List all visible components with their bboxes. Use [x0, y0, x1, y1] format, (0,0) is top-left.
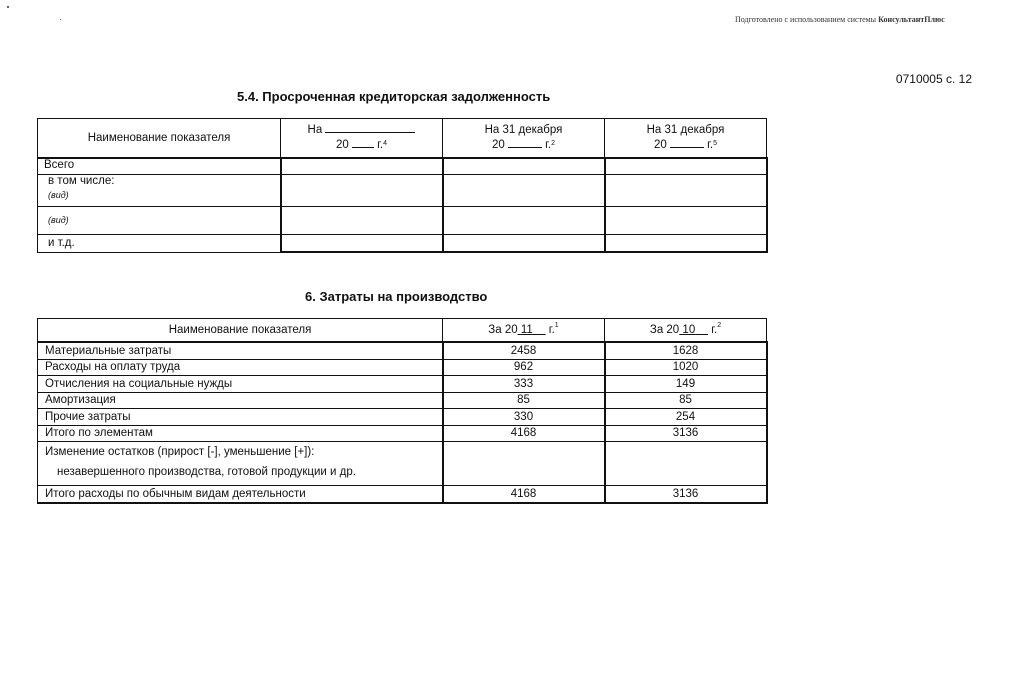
col2-footnote: 2	[717, 322, 722, 329]
value-cell	[605, 442, 767, 486]
row-label: Материальные затраты	[38, 342, 443, 359]
col1-year	[518, 324, 546, 336]
value-cell: 333	[443, 376, 605, 393]
row-label-etc	[38, 234, 281, 252]
header-note-prefix: Подготовлено с использованием системы	[735, 15, 879, 24]
year-blank	[670, 147, 704, 148]
kind-label: (вид)	[48, 189, 69, 200]
value-cell: 254	[605, 409, 767, 426]
scan-speck	[60, 19, 61, 20]
year-blank	[508, 147, 542, 148]
col3-title: На 31 декабря	[646, 124, 725, 136]
row-label: Прочие затраты	[38, 409, 443, 426]
table-row	[38, 359, 767, 376]
table-row-change	[38, 442, 767, 486]
row-label-total: Всего	[38, 158, 281, 174]
row-label: Отчисления на социальные нужды	[38, 376, 443, 393]
table-row	[38, 425, 767, 442]
column-header-name: Наименование показателя	[38, 119, 281, 159]
form-code: 0710005 с. 12	[895, 72, 972, 86]
table-row	[38, 206, 767, 234]
value-cell: 85	[443, 392, 605, 409]
table-cell	[605, 158, 767, 174]
col1-suffix: г.	[548, 324, 555, 336]
column-header-year2	[605, 319, 767, 343]
value-cell: 330	[443, 409, 605, 426]
col2-footnote: 2	[551, 140, 556, 147]
col2-title: На 31 декабря	[484, 124, 563, 136]
value-cell: 85	[605, 392, 767, 409]
row-label-kind	[38, 206, 281, 234]
table-row	[38, 174, 767, 206]
production-costs-table	[37, 318, 768, 504]
etc-label: и т.д.	[48, 237, 75, 249]
table-cell	[605, 206, 767, 234]
scan-speck	[7, 6, 9, 8]
table-row	[38, 392, 767, 409]
table-header-row	[38, 319, 767, 343]
col2-prefix: За 20	[649, 324, 680, 336]
column-header-name: Наименование показателя	[38, 319, 443, 343]
table-row	[38, 234, 767, 252]
change-line1: Изменение остатков (прирост [-], уменьшение [+]):	[45, 446, 315, 458]
col1-footnote: 1	[554, 322, 559, 329]
col3-footnote: 5	[713, 140, 718, 147]
table-cell	[443, 158, 605, 174]
column-header-date2	[443, 119, 605, 159]
col1-year-value: 11	[520, 324, 533, 336]
table-cell	[281, 174, 443, 206]
col2-year	[679, 324, 708, 336]
value-cell: 2458	[443, 342, 605, 359]
col2-year: 20	[491, 139, 505, 151]
row-label: Расходы на оплату труда	[38, 359, 443, 376]
header-note	[735, 15, 945, 24]
col2-year-value: 10	[682, 324, 696, 336]
col3-suffix: г.	[707, 139, 714, 151]
table-header-row	[38, 119, 767, 159]
column-header-date1	[281, 119, 443, 159]
col2-suffix: г.	[545, 139, 552, 151]
value-cell: 3136	[605, 425, 767, 442]
row-label-change	[38, 442, 443, 486]
value-cell: 1628	[605, 342, 767, 359]
header-note-brand: КонсультантПлюс	[878, 15, 945, 24]
table-cell	[443, 174, 605, 206]
col1-suffix: г.	[377, 139, 384, 151]
table-cell	[281, 206, 443, 234]
value-cell: 4168	[443, 425, 605, 442]
overdue-payables-table	[37, 118, 768, 253]
table-row-total	[38, 486, 767, 503]
col2-suffix: г.	[711, 324, 718, 336]
section-54-title: 5.4. Просроченная кредиторская задолженность	[237, 89, 551, 104]
table-cell	[605, 174, 767, 206]
value-cell: 1020	[605, 359, 767, 376]
table-cell	[281, 158, 443, 174]
kind-label: (вид)	[48, 215, 69, 225]
table-cell	[443, 206, 605, 234]
col1-prefix: За 20	[488, 324, 518, 336]
change-line2: незавершенного производства, готовой продукции и др.	[57, 466, 356, 478]
column-header-date3	[605, 119, 767, 159]
col1-footnote: 4	[383, 140, 388, 147]
value-cell: 4168	[443, 486, 605, 503]
row-label: Амортизация	[38, 392, 443, 409]
table-cell	[605, 234, 767, 252]
col1-prefix: На	[307, 124, 323, 136]
row-label: Итого по элементам	[38, 425, 443, 442]
col1-year: 20	[335, 139, 349, 151]
including-label: в том числе:	[48, 174, 115, 187]
col3-year: 20	[653, 139, 667, 151]
column-header-year1	[443, 319, 605, 343]
date-blank	[325, 132, 415, 133]
table-row	[38, 376, 767, 393]
table-row	[38, 342, 767, 359]
value-cell: 3136	[605, 486, 767, 503]
value-cell	[443, 442, 605, 486]
table-row	[38, 409, 767, 426]
table-cell	[443, 234, 605, 252]
table-row	[38, 158, 767, 174]
year-blank	[352, 147, 374, 148]
value-cell: 149	[605, 376, 767, 393]
row-label-including	[38, 174, 281, 206]
section-6-title: 6. Затраты на производство	[305, 289, 488, 304]
table-cell	[281, 234, 443, 252]
row-label: Итого расходы по обычным видам деятельности	[38, 486, 443, 503]
value-cell: 962	[443, 359, 605, 376]
